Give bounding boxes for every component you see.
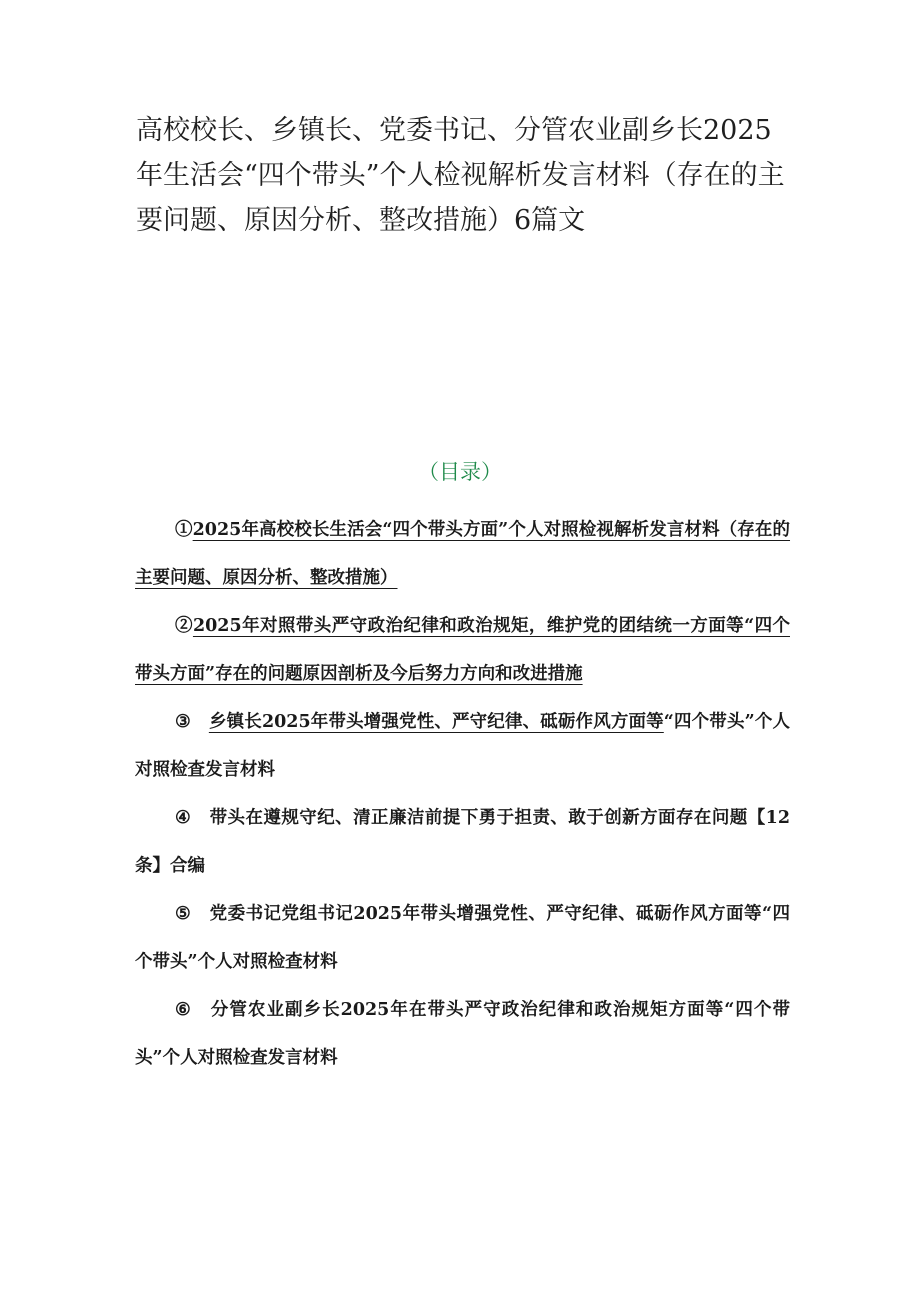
toc-item-6[interactable]	[135, 986, 790, 1082]
toc-heading: （目录）	[418, 460, 502, 484]
toc-item-number: ①	[175, 520, 193, 540]
toc-item-number: ④	[175, 808, 192, 828]
toc-item-link[interactable]: 乡镇长2025年带头增强党性、严守纪律、砥砺作风方面等	[208, 712, 664, 732]
toc-item-number: ⑥	[175, 1000, 192, 1020]
toc-item-link[interactable]: 2025年高校校长生活会“四个带头方面”个人对照检视解析发言材料（存在的主要问题、原因分析、整改措施）	[135, 520, 791, 588]
toc-item-number: ③	[175, 712, 191, 732]
toc-item-number: ⑤	[175, 904, 192, 924]
toc-item-3[interactable]	[135, 698, 790, 794]
toc-list	[135, 506, 790, 1082]
toc-item-2[interactable]	[135, 602, 790, 698]
toc-item-text: “四个带头”个人对照检查发言材料	[135, 712, 790, 780]
document-title: 高校校长、乡镇长、党委书记、分管农业副乡长2025年生活会“四个带头”个人检视解析发言材料（存在的主要问题、原因分析、整改措施）6篇文	[136, 115, 785, 236]
toc-item-number: ②	[175, 616, 193, 636]
toc-item-text: 带头在遵规守纪、清正廉洁前提下勇于担责、敢于创新方面存在问题【12条】合编	[135, 808, 790, 876]
toc-item-4[interactable]	[135, 794, 790, 890]
toc-item-text: 党委书记党组书记2025年带头增强党性、严守纪律、砥砺作风方面等“四个带头”个人对照检查材料	[135, 904, 790, 972]
toc-item-5[interactable]	[135, 890, 790, 986]
toc-item-link[interactable]: 2025年对照带头严守政治纪律和政治规矩，维护党的团结统一方面等“四个带头方面”存在的问题原因剖析及今后努力方向和改进措施	[135, 616, 790, 684]
toc-item-text: 分管农业副乡长2025年在带头严守政治纪律和政治规矩方面等“四个带头”个人对照检查发言材料	[135, 1000, 790, 1068]
toc-item-1[interactable]	[135, 506, 790, 602]
